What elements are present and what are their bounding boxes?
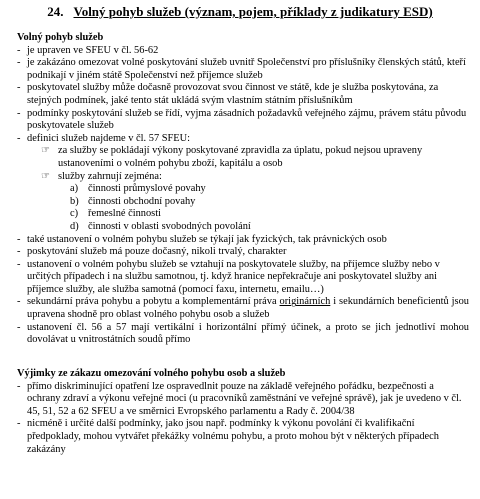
- list-item: - nicméně i určité další podmínky, jako jsou např. podmínky k výkonu povolání či kvalifikační předpoklady, mohou vytvářet překážky volnému pohybu, a proto mohou být v některých případech zakázány: [17, 418, 469, 456]
- alpha-mark: d): [70, 220, 79, 232]
- list-item: - poskytovatel služby může dočasně provozovat svou činnost ve státě, kde je služba poskytována, za stejných podmínek, jaké tento stát ukládá svým vlastním státním příslušníkům: [17, 82, 469, 107]
- item-text-before: sekundární práva pohybu a pobytu a komplementární práva: [27, 296, 280, 308]
- list-item: - je zakázáno omezovat volné poskytování služeb uvnitř Společenství pro příslušníky členských států, kteří podnikají v jiném státě Společenství než příjemce služeb: [17, 57, 469, 82]
- section-heading: Výjimky ze zákazu omezování volného pohybu osob a služeb: [17, 368, 286, 379]
- list-item-text: definici služeb najdeme v čl. 57 SFEU:: [27, 132, 191, 144]
- title-text: Volný pohyb služeb (význam, pojem, příklady z judikatury ESD): [73, 4, 433, 19]
- alpha-mark: b): [70, 195, 79, 207]
- alpha-mark: c): [70, 208, 79, 220]
- underlined-word: originárních: [279, 296, 331, 308]
- alpha-item: [70, 221, 469, 234]
- section-free-services: [17, 32, 469, 347]
- sub-list: [27, 145, 469, 233]
- alpha-item: [70, 196, 469, 209]
- sub-list-text: služby zahrnují zejména:: [58, 170, 162, 182]
- alpha-list: [58, 183, 469, 233]
- alpha-item: [70, 183, 469, 196]
- hand-pointer-icon: ☞: [41, 170, 50, 182]
- alpha-text: činnosti průmyslové povahy: [88, 183, 206, 195]
- alpha-text: činnosti v oblasti svobodných povolání: [88, 220, 251, 232]
- list-item: - přímo diskriminující opatření lze ospravedlnit pouze na základě veřejného pořádku, bezpečnosti a ochrany zdraví a výkonu veřejné moci (u pracovníků zaměstnání ve veřejné správě), jak je uvedeno v čl. 45, 51, 52 a 62 SFEU a ve směrnici Evropského parlamentu a Rady č. 2004/38: [17, 381, 469, 419]
- alpha-text: činnosti obchodní povahy: [88, 195, 196, 207]
- list-item: - ustanovení o volném pohybu služeb se vztahují na poskytovatele služby, na příjemce služby nebo v určitých případech i na službu samotnou, tj. když hranice nepřekračuje ani poskytovatel služby ani příjemce služby, ale služba samotná (pomocí faxu, internetu, emailu…): [17, 259, 469, 297]
- alpha-text: řemeslné činnosti: [88, 208, 162, 220]
- list-item: - ustanovení čl. 56 a 57 mají vertikální i horizontální přímý účinek, a proto se jich jednotliví mohou dovolávat u vnitrostátních soudů přímo: [17, 322, 469, 347]
- section-exceptions: [17, 368, 469, 456]
- hand-pointer-icon: ☞: [41, 145, 50, 157]
- list-item: [17, 133, 469, 234]
- alpha-item: [70, 208, 469, 221]
- title-number: 24.: [47, 4, 64, 19]
- sub-list-item: [41, 145, 469, 170]
- list-item: - také ustanovení o volném pohybu služeb se týkají jak fyzických, tak právnických osob: [17, 234, 469, 247]
- sub-list-item: [41, 171, 469, 234]
- sub-list-text: za služby se pokládají výkony poskytované zpravidla za úplatu, pokud nejsou upraveny ustanoveními o volném pohybu zboží, kapitálu a osob: [58, 145, 423, 169]
- bullet-list: [17, 381, 469, 457]
- list-item: - poskytování služeb má pouze dočasný, nikoli trvalý, charakter: [17, 246, 469, 259]
- list-item: - je upraven ve SFEU v čl. 56-62: [17, 45, 469, 58]
- bullet-list: [17, 45, 469, 347]
- item-text-after: i sekundárních beneficientů jsou upravena shodně pro oblast volného pohybu osob a služeb: [27, 296, 469, 321]
- list-item: [17, 296, 469, 321]
- section-heading: Volný pohyb služeb: [17, 32, 104, 43]
- page-title: [0, 4, 480, 19]
- list-item: - podmínky poskytování služeb se řídí, vyjma zásadních požadavků veřejného zájmu, právem státu původu poskytovatele služeb: [17, 108, 469, 133]
- alpha-mark: a): [70, 183, 79, 195]
